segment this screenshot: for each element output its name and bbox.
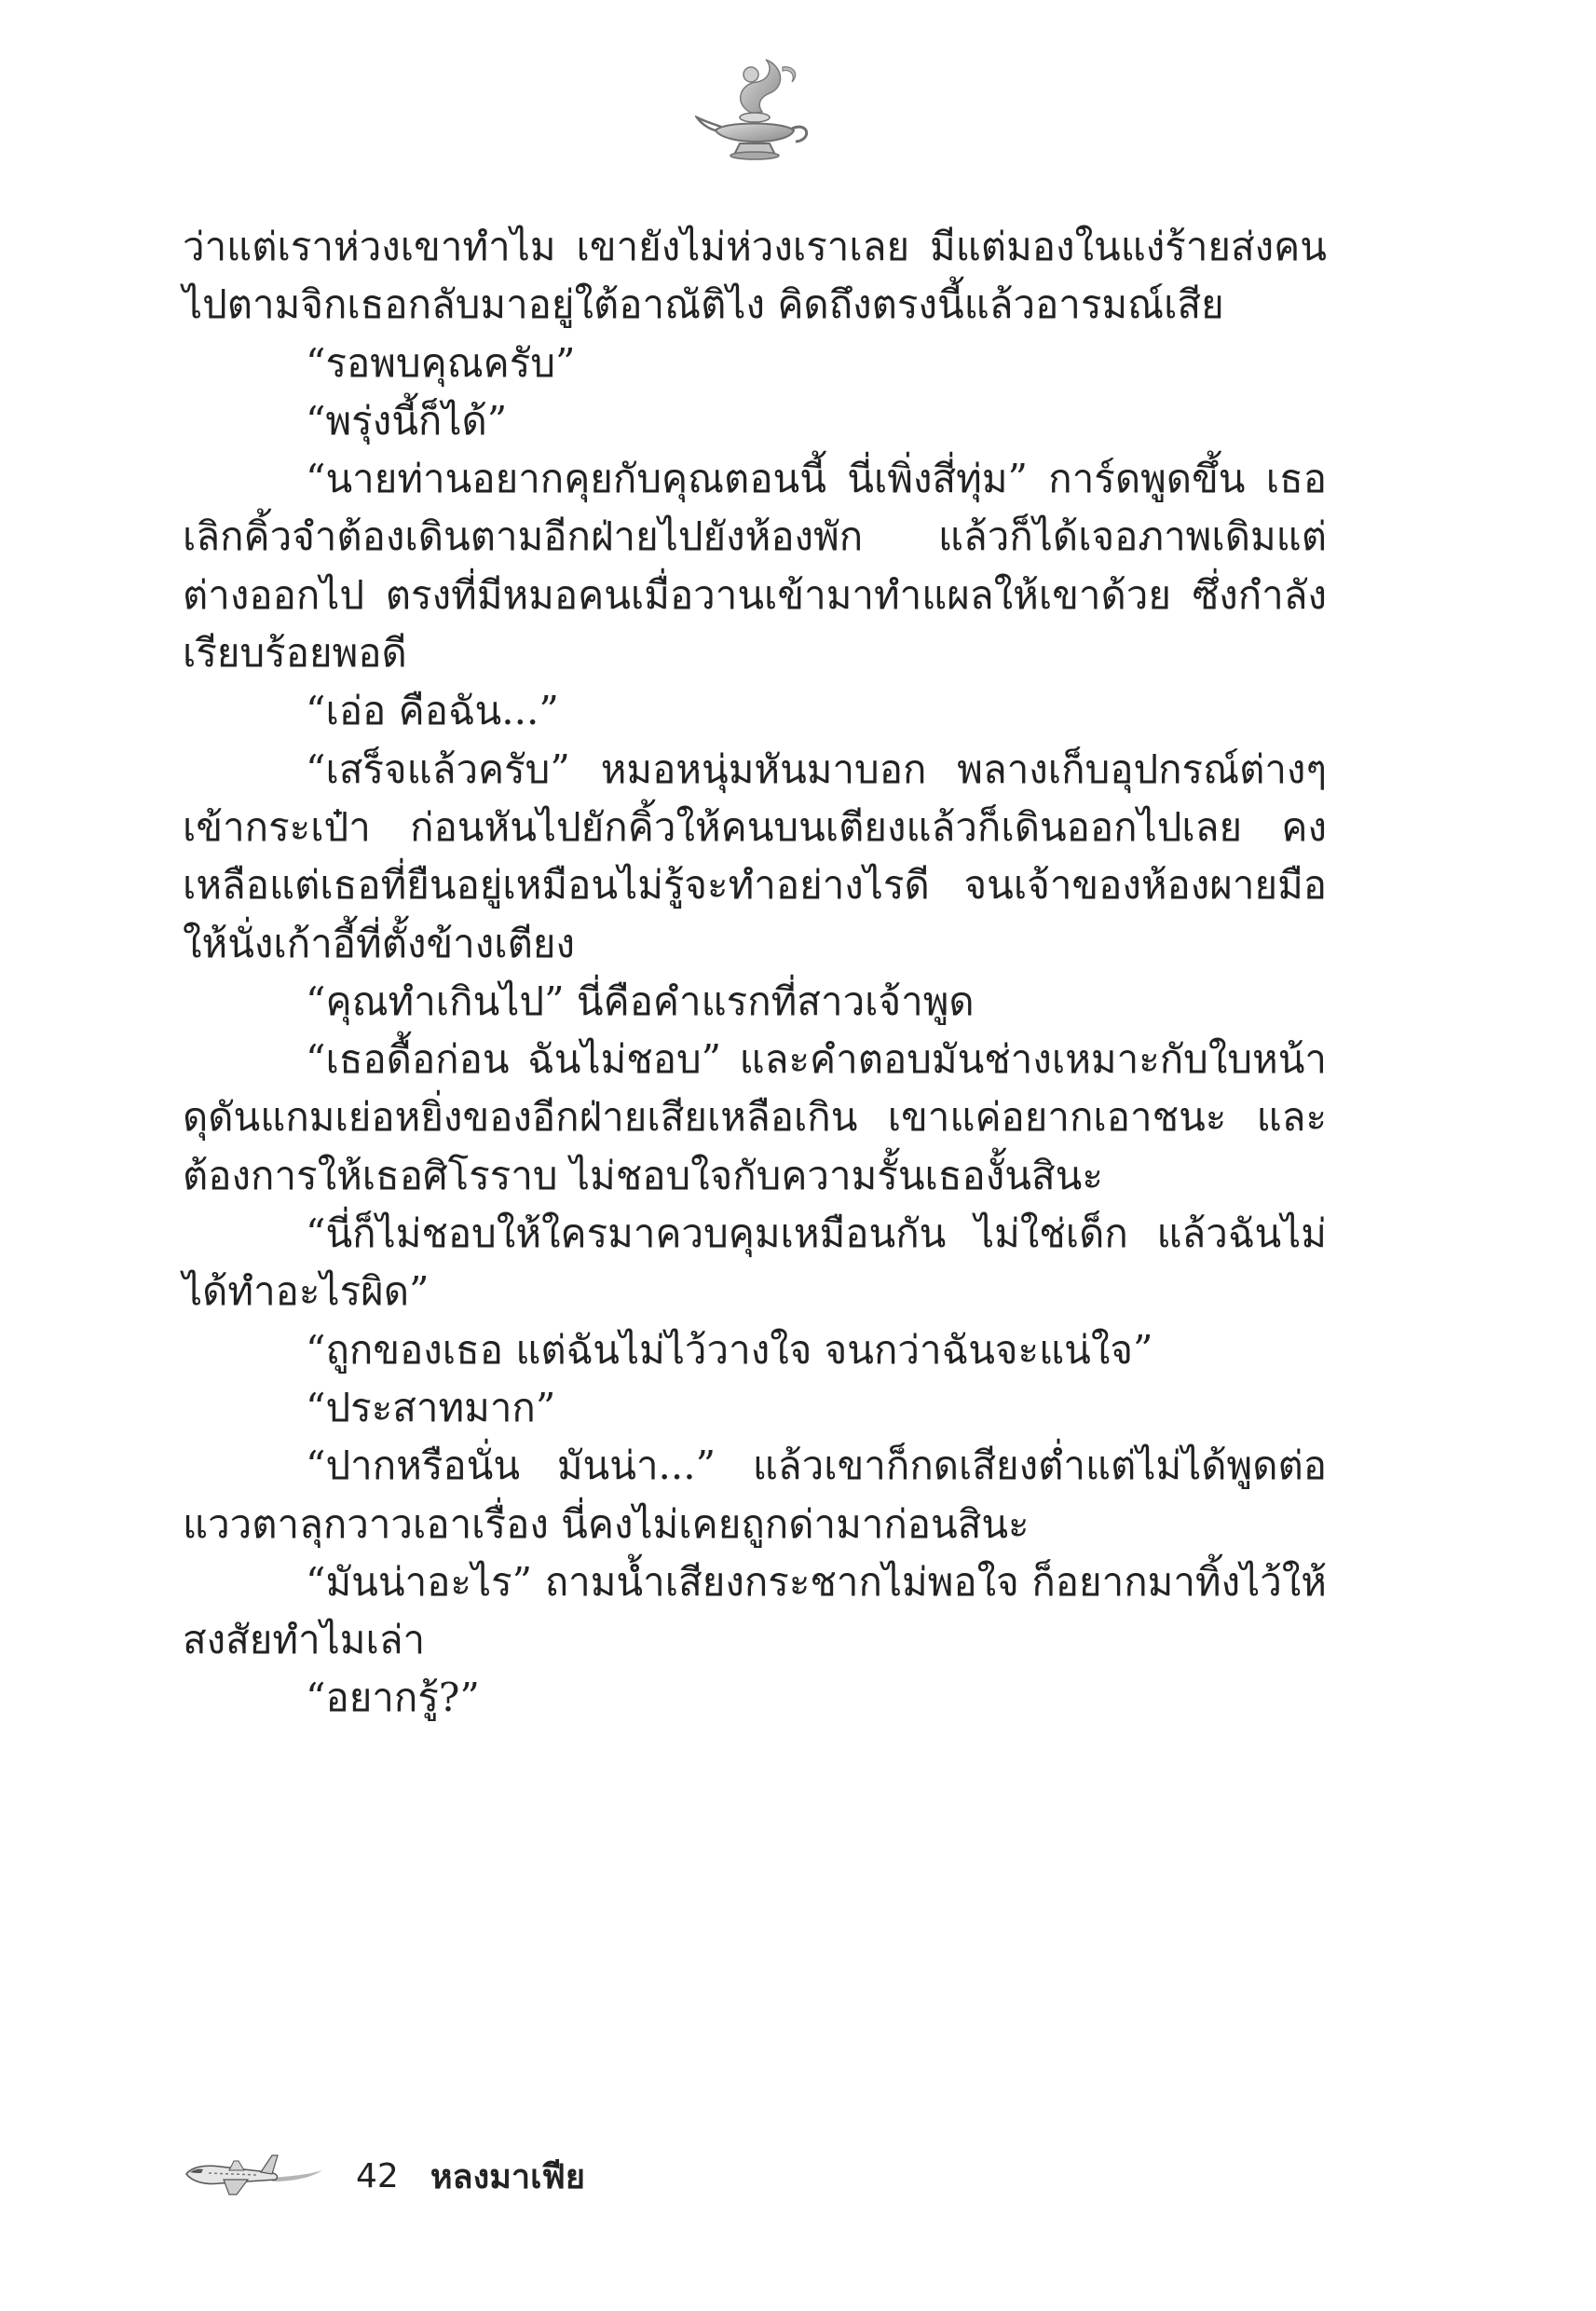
paragraph: “เสร็จแล้วครับ” หมอหนุ่มหันมาบอก พลางเก็บอุปกรณ์ต่างๆ เข้ากระเป๋า ก่อนหันไปยักคิ้วให้คนบนเตียงแล้วก็เดินออกไปเลย คงเหลือแต่เธอที่ยืนอยู่เหมือนไม่รู้จะทำอย่างไรดี จนเจ้าของห้องผายมือให้นั่งเก้าอี้ที่ตั้งข้างเตียง [183, 745, 1327, 966]
paragraph: ว่าแต่เราห่วงเขาทำไม เขายังไม่ห่วงเราเลย มีแต่มองในแง่ร้ายส่งคนไปตามจิกเธอกลับมาอยู่ใต้อาณัติไง คิดถึงตรงนี้แล้วอารมณ์เสีย [183, 224, 1327, 328]
page-number: 42 [356, 2156, 399, 2195]
paragraph: “อยากรู้?” [306, 1675, 480, 1721]
paragraph: “ประสาทมาก” [306, 1384, 556, 1430]
paragraph: “เอ่อ คือฉัน...” [306, 688, 559, 734]
paragraph: “นี่ก็ไม่ชอบให้ใครมาควบคุมเหมือนกัน ไม่ใช่เด็ก แล้วฉันไม่ได้ทำอะไรผิด” [183, 1210, 1327, 1315]
paragraph: “นายท่านอยากคุยกับคุณตอนนี้ นี่เพิ่งสี่ทุ่ม” การ์ดพูดขึ้น เธอเลิกคิ้วจำต้องเดินตามอีกฝ่ายไปยังห้องพัก แล้วก็ได้เจอภาพเดิมแต่ต่างออกไป ตรงที่มีหมอคนเมื่อวานเข้ามาทำแผลให้เขาด้วย ซึ่งกำลังเรียบร้อยพอดี [183, 456, 1327, 677]
body-text [183, 218, 1327, 1728]
genie-lamp-icon [695, 56, 816, 168]
page-footer [183, 2143, 585, 2208]
paragraph: “มันน่าอะไร” ถามน้ำเสียงกระชากไม่พอใจ ก็อยากมาทิ้งไว้ให้สงสัยทำไมเล่า [183, 1558, 1327, 1663]
paragraph: “รอพบคุณครับ” [306, 339, 576, 386]
airplane-icon [183, 2146, 322, 2206]
paragraph: “ปากหรือนั่น มันน่า...” แล้วเขาก็กดเสียงต่ำแต่ไม่ได้พูดต่อแววตาลุกวาวเอาเรื่อง นี่คงไม่เคยถูกด่ามาก่อนสินะ [183, 1443, 1327, 1547]
paragraph: “พรุ่งนี้ก็ได้” [306, 397, 508, 444]
paragraph: “คุณทำเกินไป” นี่คือคำแรกที่สาวเจ้าพูด [306, 978, 975, 1024]
paragraph: “ถูกของเธอ แต่ฉันไม่ไว้วางใจ จนกว่าฉันจะแน่ใจ” [306, 1326, 1153, 1373]
book-title: หลงมาเฟีย [430, 2157, 586, 2196]
paragraph: “เธอดื้อก่อน ฉันไม่ชอบ” และคำตอบมันช่างเหมาะกับใบหน้าดุดันแกมเย่อหยิ่งของอีกฝ่ายเสียเหลือเกิน เขาแค่อยากเอาชนะ และต้องการให้เธอศิโรราบ ไม่ชอบใจกับความรั้นเธองั้นสินะ [183, 1036, 1327, 1198]
